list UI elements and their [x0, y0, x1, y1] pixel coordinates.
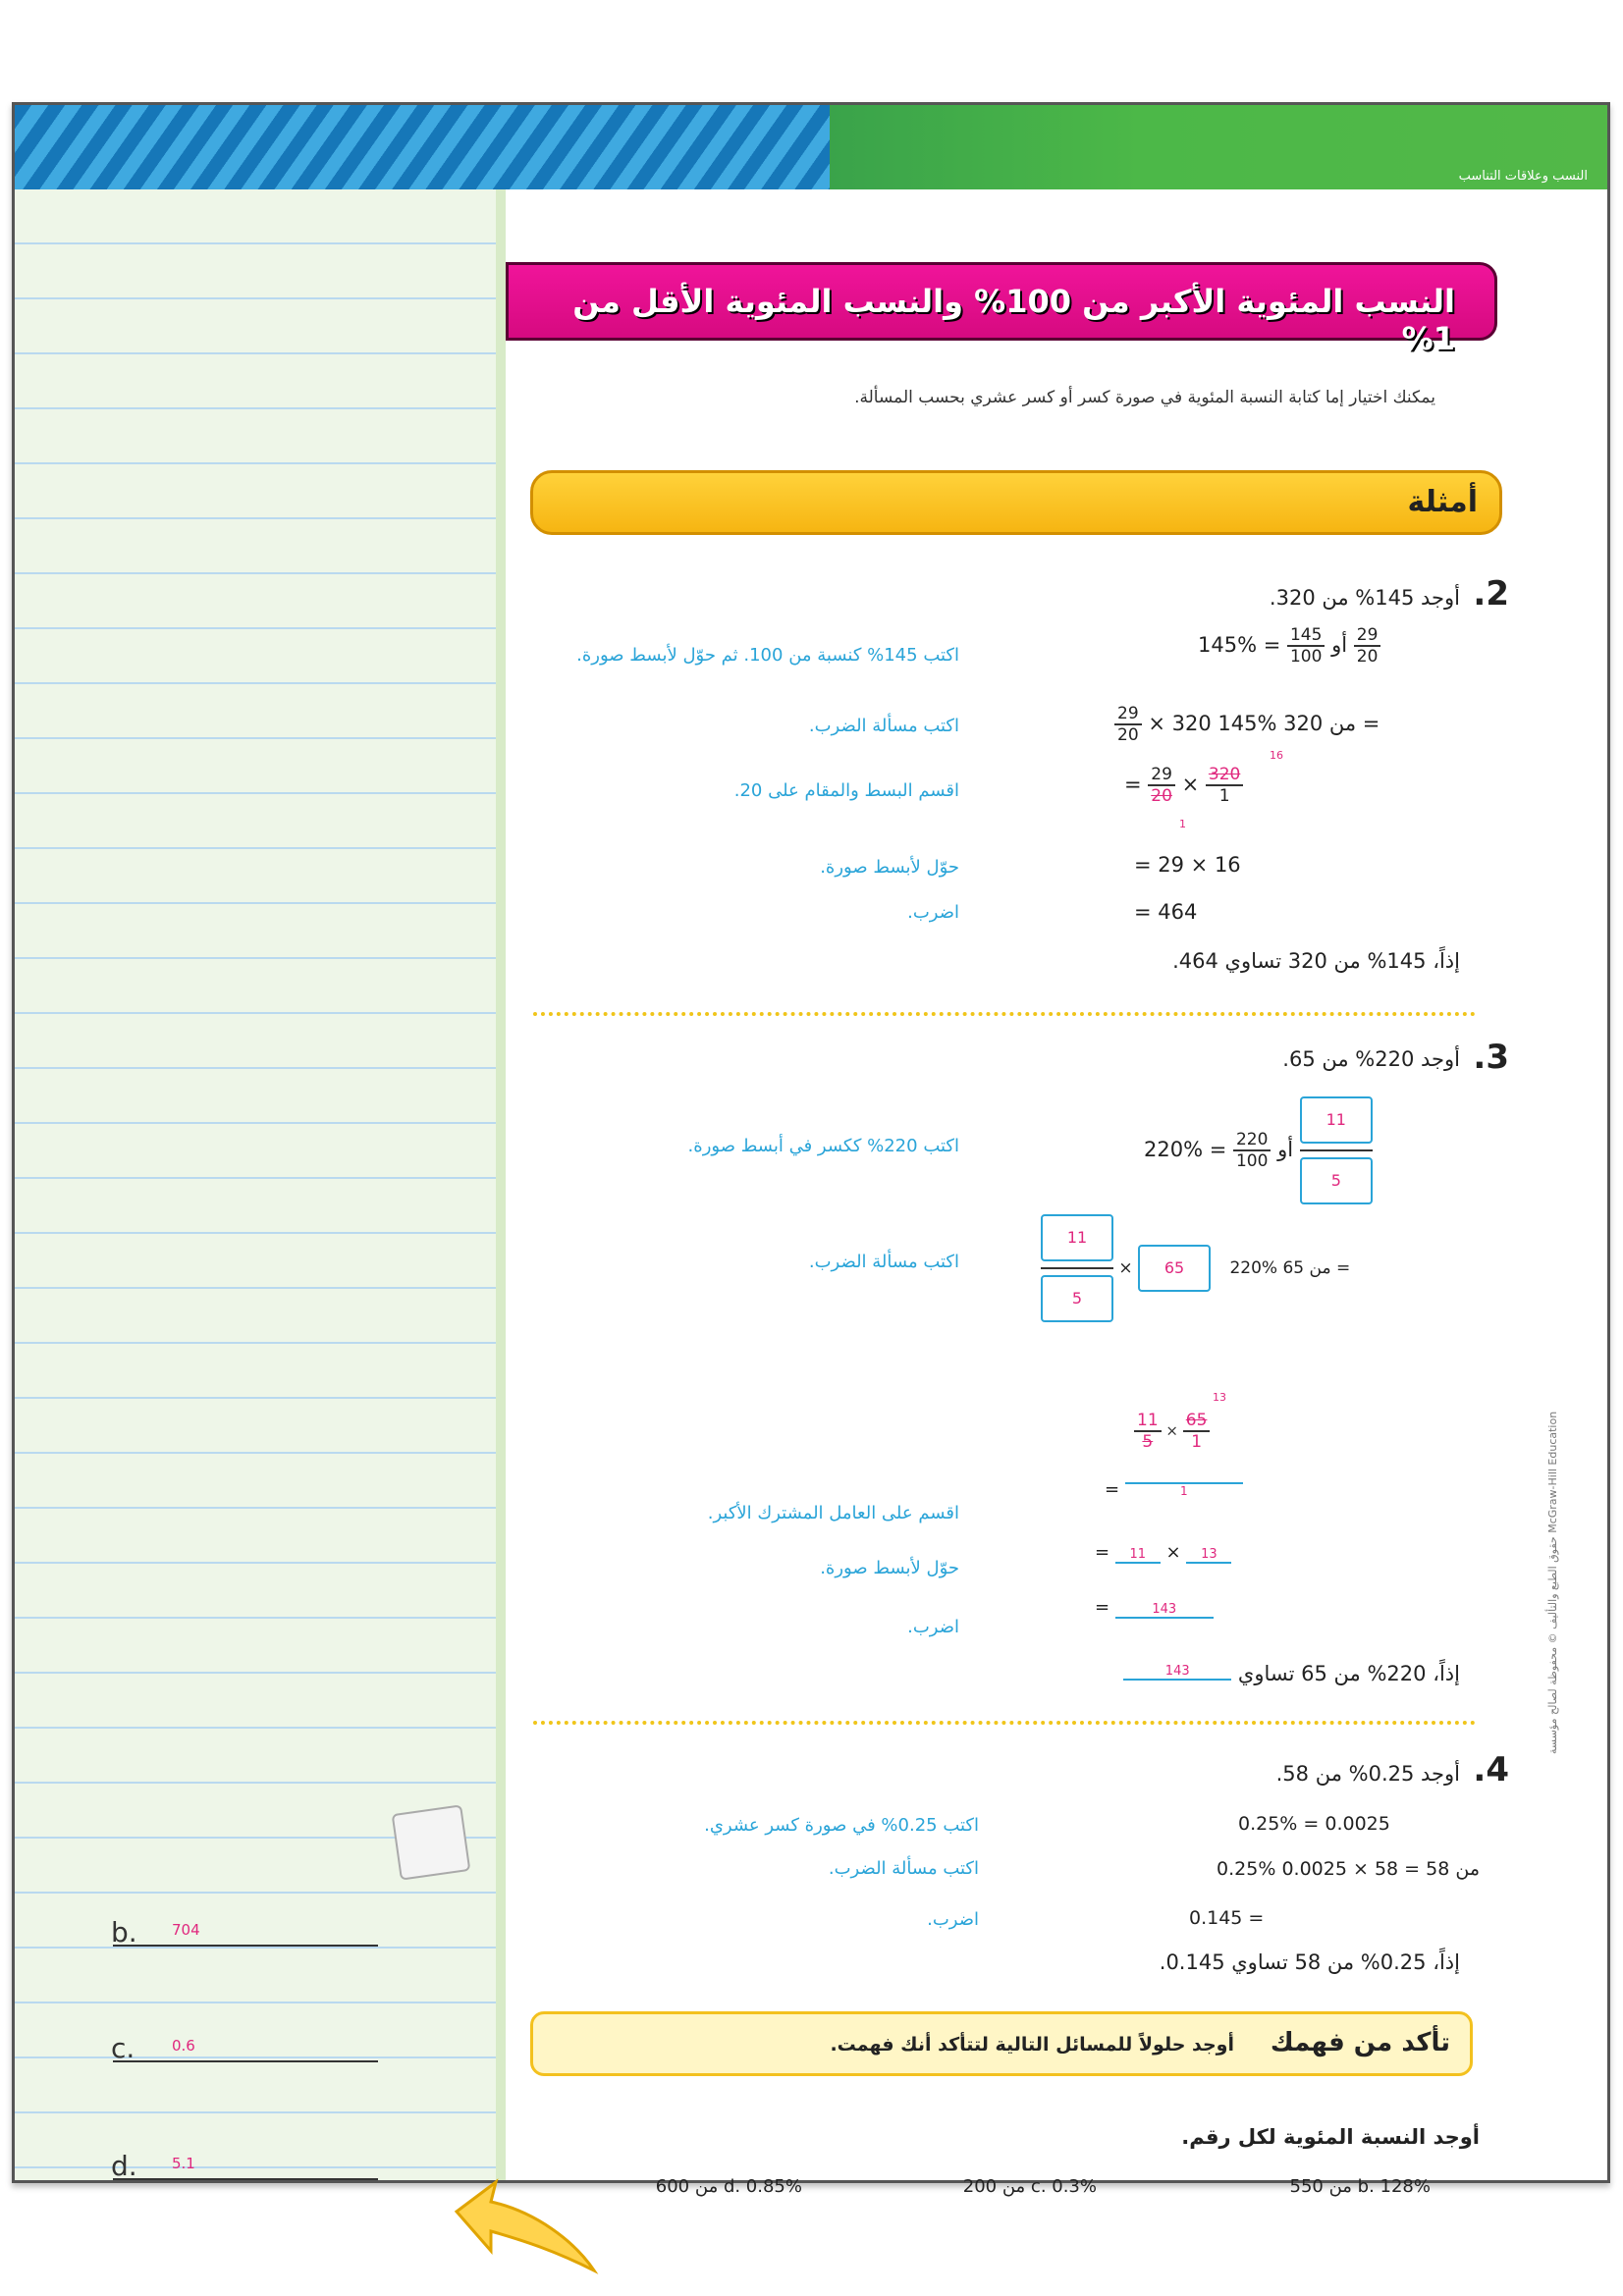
ex3-line4: = 11 × 13 [1095, 1542, 1231, 1564]
lesson-title: النسب المئوية الأكبر من 100% والنسب المئوية الأقل من 1% [572, 283, 1455, 357]
ex2-line1: 145% = $\frac{145}{100}$ أو $\frac{29}{20}$ [1198, 625, 1380, 667]
ex2-line2: $\frac{29}{20}$ × 320 145% من 320 = [1114, 704, 1380, 745]
ex4-line3: 0.145 = [1189, 1907, 1265, 1929]
ex3-box5[interactable]: 65 [1138, 1245, 1211, 1292]
ex3-note5: اضرب. [907, 1617, 959, 1637]
ex2-note4: حوّل لأبسط صورة. [820, 857, 959, 878]
check-subtext: أوجد حلولاً للمسائل التالية لتتأكد أنك فهمت. [830, 2034, 1234, 2056]
ex2-note1: اكتب 145% كنسبة من 100. ثم حوّل لأبسط صورة. [576, 645, 959, 666]
ex3-line2: $\frac{11}{5}$ × 65 220% من 65 = [1041, 1214, 1350, 1322]
exercise-b: b. 128% من 550 [1289, 2176, 1431, 2197]
divider [533, 1721, 1476, 1725]
ex3-line1: 220% = $\frac{220}{100}$ أو $\frac{11}{5}$ [1144, 1096, 1373, 1204]
ex3-number: .3 [1473, 1038, 1509, 1077]
check-understanding-bar [530, 2011, 1473, 2076]
examples-label: أمثلة [1407, 485, 1478, 519]
exercise-c: c. 0.3% من 200 [962, 2176, 1097, 2197]
chapter-title: النسب وعلاقات التناسب [1458, 169, 1588, 184]
ex4-note3: اضرب. [927, 1909, 979, 1930]
answer-d[interactable]: d. 5.1 [113, 2145, 378, 2180]
ex2-line3: = $\frac{29}{20}$ × $\frac{320}{1}$ [1124, 765, 1243, 806]
answer-b[interactable]: b. 704 [113, 1911, 378, 1947]
ex3-result: إذاً، 220% من 65 تساوي 143 [1123, 1662, 1460, 1685]
ex4-result: إذاً، 0.25% من 58 تساوي 0.145. [1159, 1950, 1460, 1974]
exercises-prompt: أوجد النسبة المئوية لكل رقم. [1181, 2125, 1480, 2149]
ex4-question: أوجد 0.25% من 58. [1275, 1762, 1460, 1786]
examples-bar [530, 470, 1502, 535]
ex3-note1: اكتب 220% ككسر في أبسط صورة. [687, 1136, 959, 1156]
copyright-text: حقوق الطبع والتأليف © محفوظة لصالح مؤسسة McGraw-Hill Education [1546, 1411, 1559, 1754]
sticky-note-icon [392, 1804, 471, 1880]
ex3-question: أوجد 220% من 65. [1282, 1047, 1460, 1071]
ex3-box4[interactable]: 5 [1041, 1275, 1113, 1322]
ex3-box2[interactable]: 5 [1300, 1157, 1373, 1204]
ex4-note2: اكتب مسألة الضرب. [828, 1858, 979, 1879]
workbook-page [12, 102, 1610, 2197]
ex3-cancel-13: 13 [1213, 1391, 1226, 1404]
ex2-note2: اكتب مسألة الضرب. [808, 716, 959, 736]
ex2-question: أوجد 145% من 320. [1269, 586, 1460, 610]
ex2-line4: = 29 × 16 [1134, 853, 1241, 877]
notes-column [15, 189, 506, 2180]
ex3-box3[interactable]: 11 [1041, 1214, 1113, 1261]
intro-text: يمكنك اختيار إما كتابة النسبة المئوية في صورة كسر أو كسر عشري بحسب المسألة. [854, 388, 1435, 407]
ex4-line2: 0.25% من 58 = 58 × 0.0025 [1217, 1858, 1480, 1880]
ex4-line1: 0.25% = 0.0025 [1238, 1813, 1390, 1835]
ex3-note3: اقسم على العامل المشترك الأكبر. [707, 1503, 959, 1523]
ex2-cancel-16: 16 [1270, 749, 1283, 762]
ex4-number: .4 [1473, 1750, 1509, 1789]
header-band [15, 105, 1607, 189]
ex2-note5: اضرب. [907, 902, 959, 923]
ex2-line5: = 464 [1134, 900, 1198, 924]
ex4-note1: اكتب 0.25% في صورة كسر عشري. [704, 1815, 979, 1836]
ex2-note3: اقسم البسط والمقام على 20. [733, 780, 959, 801]
arrow-icon [437, 2172, 604, 2280]
answer-c[interactable]: c. 0.6 [113, 2027, 378, 2062]
ex3-line5: = 143 [1095, 1597, 1214, 1619]
ex3-line3-base: = 1 [1105, 1479, 1243, 1500]
check-heading: تأكد من فهمك [1270, 2028, 1450, 2057]
ex3-line3: $\frac{11}{5}$ × $\frac{65}{1}$ [1134, 1411, 1210, 1452]
exercise-d: d. 0.85% من 600 [655, 2176, 802, 2197]
ex2-result: إذاً، 145% من 320 تساوي 464. [1172, 949, 1460, 973]
divider [533, 1012, 1476, 1016]
ex2-number: .2 [1473, 574, 1509, 614]
ex2-cancel-1: 1 [1179, 818, 1186, 830]
ex3-note2: اكتب مسألة الضرب. [808, 1252, 959, 1272]
ex3-note4: حوّل لأبسط صورة. [820, 1558, 959, 1578]
ex3-box1[interactable]: 11 [1300, 1096, 1373, 1144]
lesson-title-bar [506, 262, 1497, 357]
